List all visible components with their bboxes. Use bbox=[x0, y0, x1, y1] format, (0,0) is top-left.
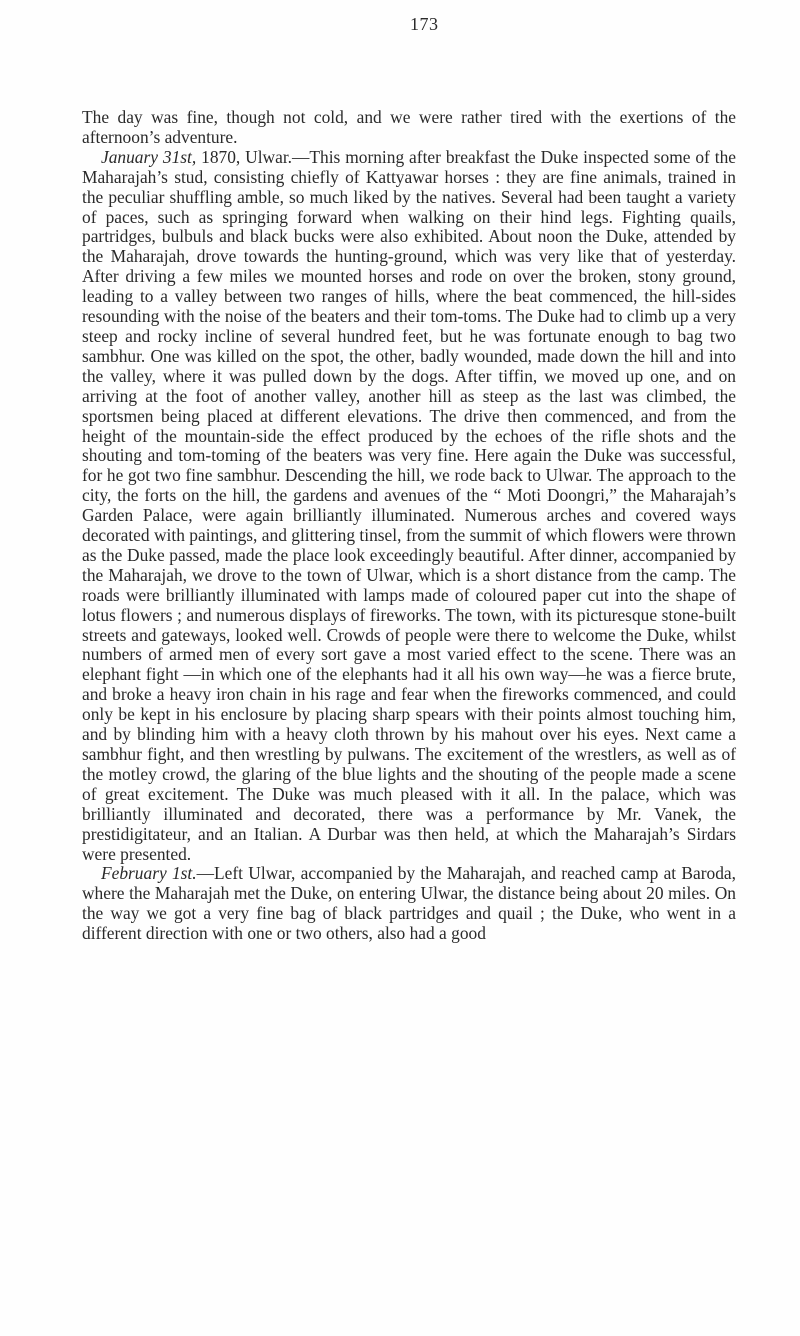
paragraph-january-31 bbox=[82, 148, 736, 865]
paragraph-text: —Left Ulwar, accompanied by the Maharajah, and reached camp at Baroda, where the Maharajah met the Duke, on entering Ulwar, the distance being about 20 miles. On the way we got a very fine bag of black partridges and quail ; the Duke, who went in a different direction with one or two others, also had a good bbox=[82, 863, 736, 944]
entry-date: February 1st. bbox=[101, 863, 197, 884]
page-number: 173 bbox=[410, 14, 439, 34]
paragraph-february-1 bbox=[82, 864, 736, 944]
body-text bbox=[82, 108, 736, 944]
entry-date: January 31st, bbox=[101, 146, 197, 167]
paragraph-text: 1870, Ulwar.—This morning after breakfast the Duke inspected some of the Maharajah’s stud, consisting chiefly of Kattyawar horses : they are fine animals, trained in the peculiar shuffling amble, so much liked by the natives. Several had been taught a variety of paces, such as springing forward when walking on their hind legs. Fighting quails, partridges, bulbuls and black bucks were also exhibited. About noon the Duke, attended by the Maharajah, drove towards the hunting-ground, which was very like that of yesterday. After driving a few miles we mounted horses and rode on over the broken, stony ground, leading to a valley between two ranges of hills, where the beat commenced, the hill-sides resounding with the noise of the beaters and their tom-toms. The Duke had to climb up a very steep and rocky incline of several hundred feet, but he was fortunate enough to bag two sambhur. One was killed on the spot, the other, badly wounded, made down the hill and into the valley, where it was pulled down by the dogs. After tiffin, we moved up one, and on arriving at the foot of another valley, another hill as steep as the last was climbed, the sportsmen being placed at different elevations. The drive then commenced, and from the height of the mountain-side the effect produced by the echoes of the rifle shots and the shouting and tom-toming of the beaters was very fine. Here again the Duke was successful, for he got two fine sambhur. Descending the hill, we rode back to Ulwar. The approach to the city, the forts on the hill, the gardens and avenues of the “ Moti Doongri,” the Maharajah’s Garden Palace, were again brilliantly illuminated. Numerous arches and covered ways decorated with paintings, and glittering tinsel, from the summit of which flowers were thrown as the Duke passed, made the place look exceedingly beautiful. After dinner, accompanied by the Maharajah, we drove to the town of Ulwar, which is a short distance from the camp. The roads were brilliantly illuminated with lamps made of coloured paper cut into the shape of lotus flowers ; and numerous displays of fireworks. The town, with its picturesque stone-built streets and gateways, looked well. Crowds of people were there to welcome the Duke, whilst numbers of armed men of every sort gave a most varied effect to the scene. There was an elephant fight —in which one of the elephants had it all his own way—he was a fierce brute, and broke a heavy iron chain in his rage and fear when the fireworks commenced, and could only be kept in his enclosure by placing sharp spears with their points almost touching him, and by blinding him with a heavy cloth thrown by his mahout over his eyes. Next came a sambhur fight, and then wrestling by pulwans. The excitement of the wrestlers, as well as of the motley crowd, the glaring of the blue lights and the shouting of the people made a scene of great excitement. The Duke was much pleased with it all. In the palace, which was brilliantly illuminated and decorated, there was a performance by Mr. Vanek, the prestidigitateur, and an Italian. A Durbar was then held, at which the Maharajah’s Sirdars were presented. bbox=[82, 146, 736, 864]
paragraph-intro bbox=[82, 108, 736, 148]
paragraph-text: The day was fine, though not cold, and we were rather tired with the exertions of the afternoon’s adventure. bbox=[82, 107, 736, 147]
